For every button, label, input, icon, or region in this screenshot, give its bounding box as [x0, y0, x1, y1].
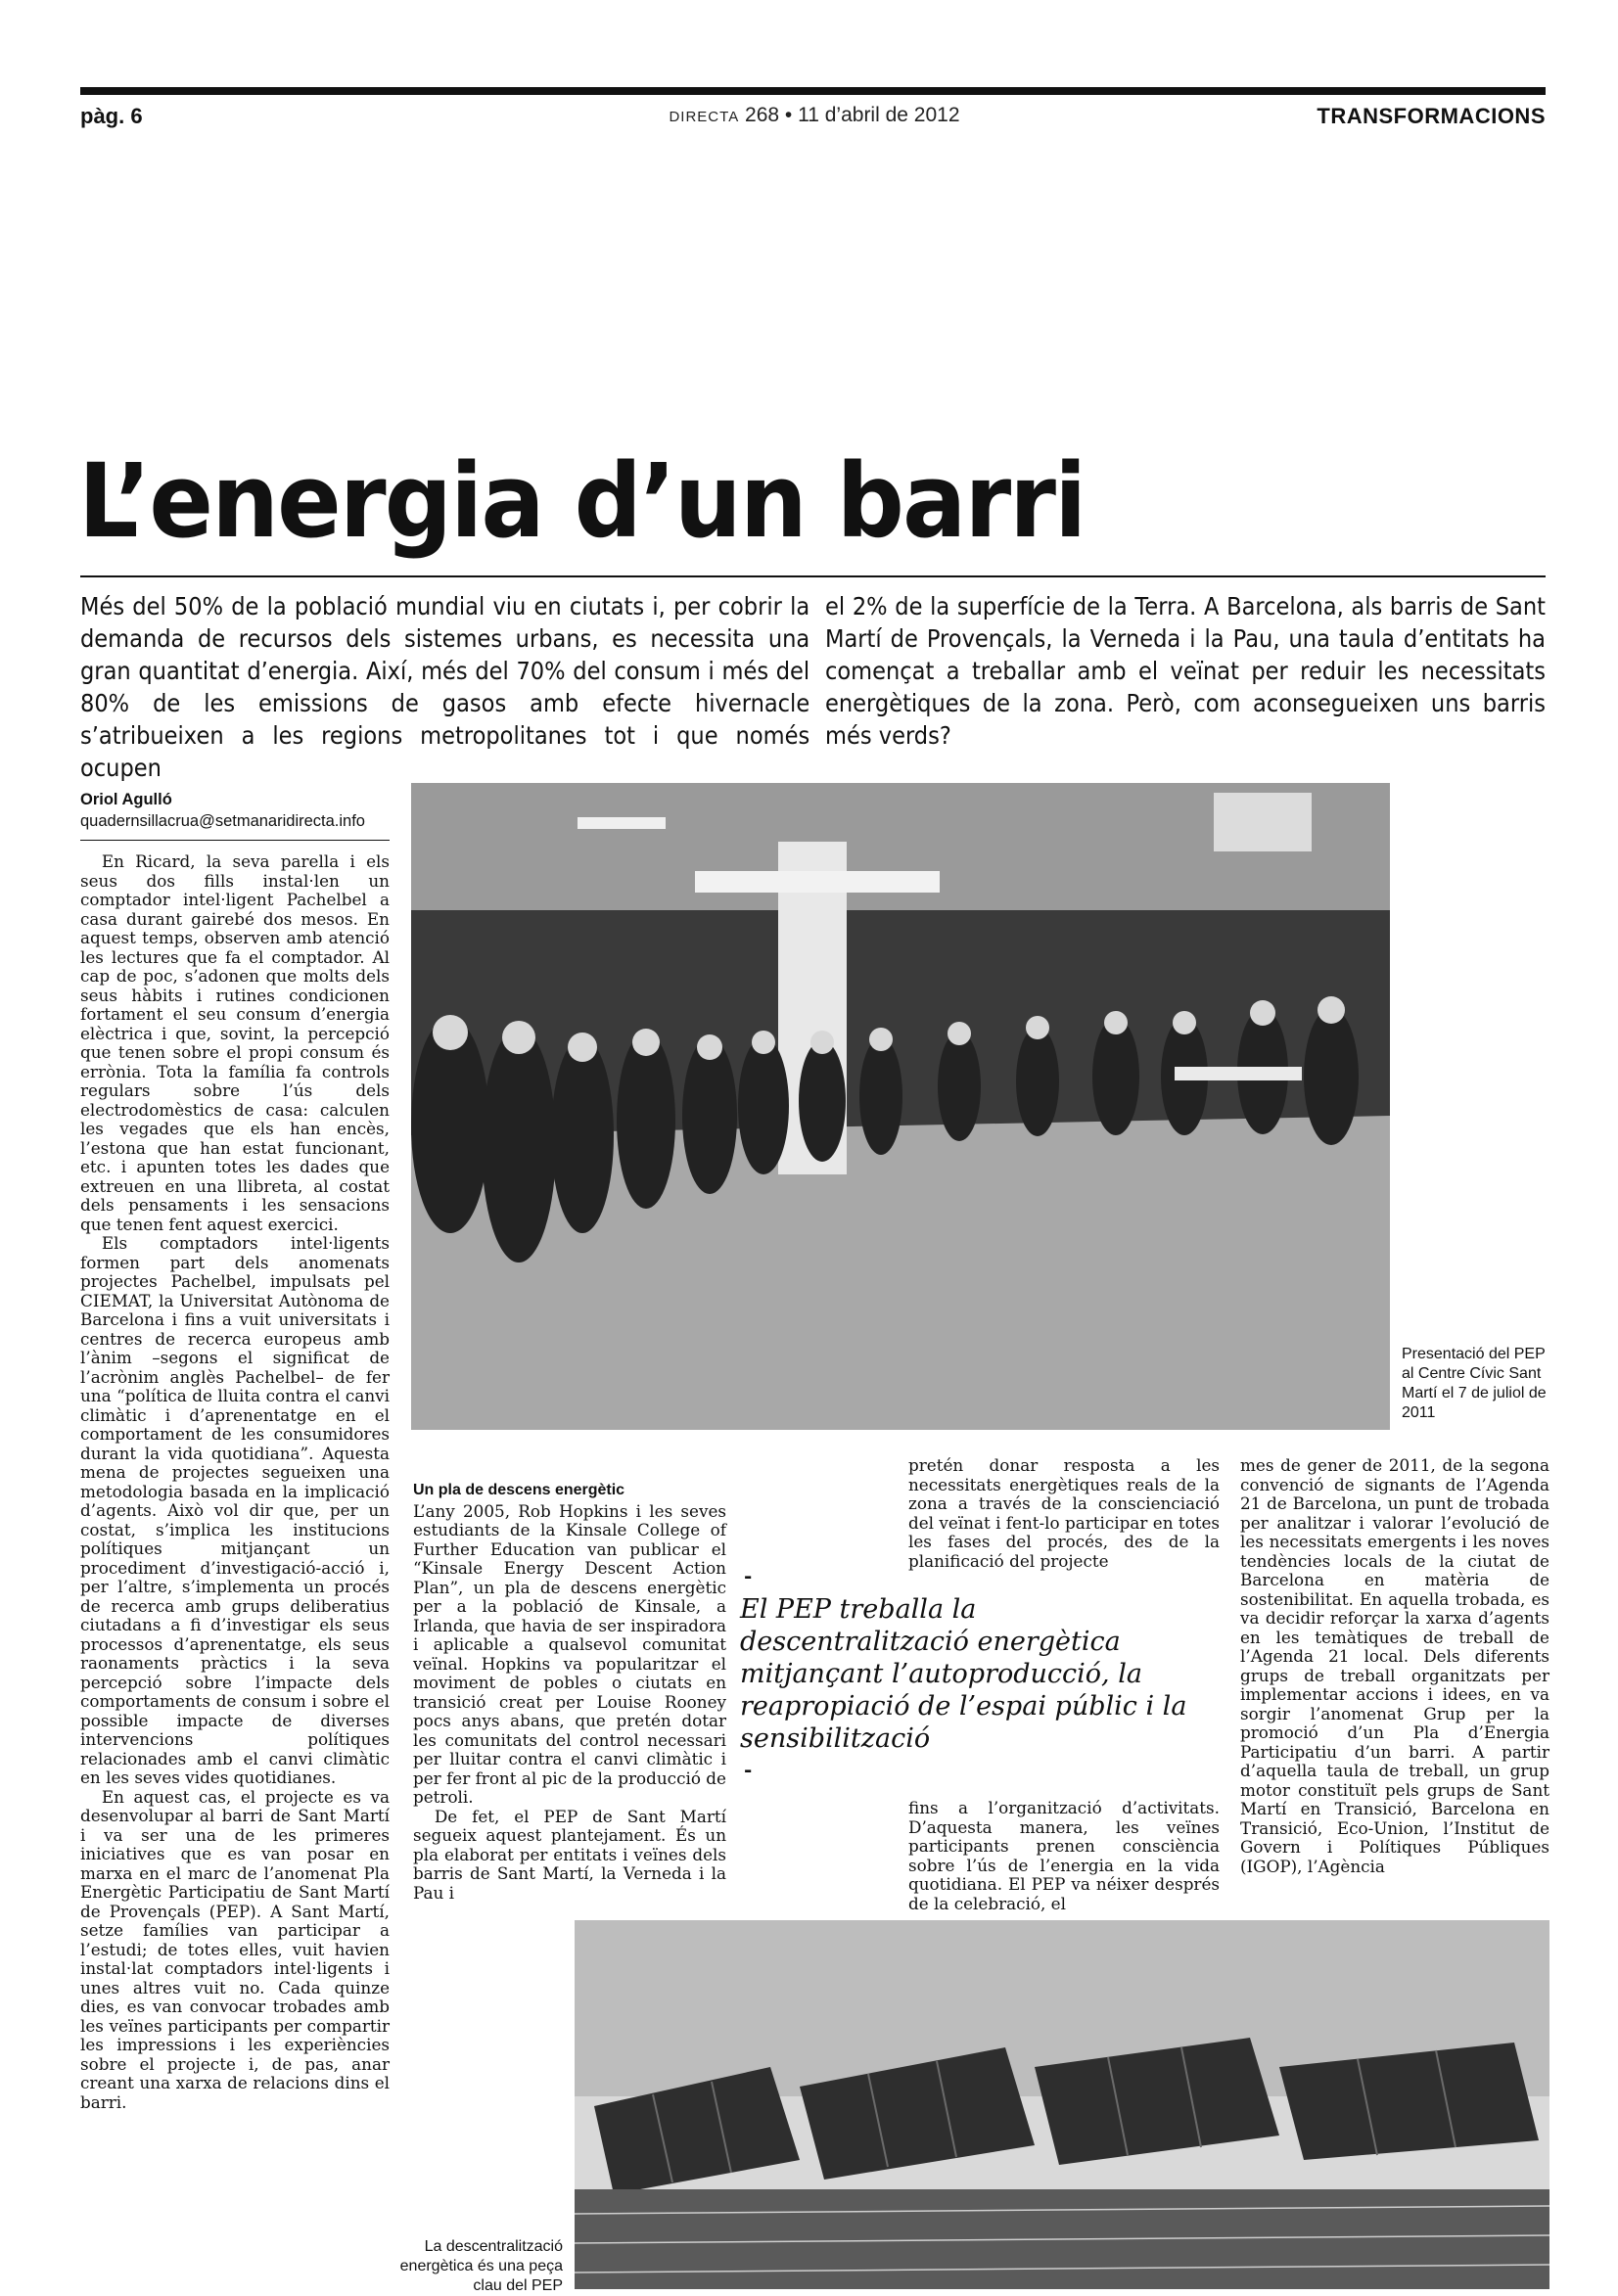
subheading: Un pla de descens energètic — [413, 1482, 625, 1498]
photo-meeting — [411, 783, 1390, 1430]
photo-caption-solar: La descentralització energètica és una peça clau del PEP — [399, 2238, 563, 2294]
body-column-2 — [413, 1481, 726, 1903]
body-paragraph: Els comptadors intel·ligents formen part dels anomenats projectes Pachelbel, impulsats pel CIEMAT, la Universitat Autònoma de Barcelona i fins a vuit universitats i centres de recerca europeus amb l’ànim –segons el significat de l’acrònim anglès Pachelbel– de fer una “política de lluita contra el canvi climàtic i d’aprenentatge en el comportament de les consumidores durant la vida quotidiana”. Aquesta mena de projectes segueixen una metodologia basada en la implicació d’agents. Això vol dir que, per un costat, s’implica les institucions polítiques mitjançant un procediment d’investigació-acció i, per l’altre, s’implementa un procés de recerca amb grups deliberatius ciutadans a fi d’investigar els seus processos d’aprenentatge, els seus raonaments pràctics i la seva percepció sobre l’impacte dels comportaments de consum i sobre el possible impacte de diverses intervencions polítiques relacionades amb el canvi climàtic en les seves vides quotidianes. — [80, 1233, 390, 1787]
article-title: L’energia d’un barri — [78, 441, 1086, 561]
section-name: TRANSFORMACIONS — [1317, 104, 1546, 128]
lead-paragraph-left: Més del 50% de la població mundial viu en ciutats i, per cobrir la demanda de recursos dels sistemes urbans, es necessita una gran quantitat d’energia. Així, més del 70% del consum i més del 80% de les emissions de gasos amb efecte hivernacle s’atribueixen a les regions metropolitanes tot i que només ocupen — [80, 592, 810, 782]
meeting-photo-illustration — [411, 783, 1390, 1430]
issue-date: 268 • 11 d’abril de 2012 — [745, 104, 960, 126]
pull-quote: El PEP treballa la descentralització energètica mitjançant l’autoproducció, la reapropiació de l’espai públic i la sensibilització — [740, 1594, 1187, 1754]
body-column-3-bottom: fins a l’organització d’activitats. D’aquesta manera, les veïnes participants prenen consciència sobre l’ús de l’energia en la vida quotidiana. El PEP va néixer després de la celebració, el — [908, 1798, 1220, 1913]
issue-info — [668, 104, 961, 127]
body-paragraph: En Ricard, la seva parella i els seus dos fills instal·len un comptador intel·ligent Pachelbel a casa durant gairebé dos mesos. En aquest temps, observen amb atenció les lectures que fa el comptador. Al cap de poc, s’adonen que molts dels seus hàbits i rutines condicionen fortament el seu consum d’energia elèctrica i que, sovint, la percepció que tenen sobre el propi consum és errònia. Tota la família fa controls regulars sobre l’ús dels electrodomèstics de casa: calculen les vegades que els han encès, l’estona que han estat funcionant, etc. i apunten totes les dades que extreuen en una llibreta, al costat dels pensaments i les sensacions que tenen fent aquest exercici. — [80, 851, 390, 1234]
lead-paragraph-right: el 2% de la superfície de la Terra. A Barcelona, als barris de Sant Martí de Provençals, la Verneda i la Pau, una taula d’entitats ha començat a treballar amb el veïnat per reduir les necessitats energètiques de la zona. Però, com aconsegueixen uns barris més verds? — [825, 592, 1546, 750]
pullquote-dash-top: - — [744, 1564, 753, 1587]
body-paragraph: En aquest cas, el projecte es va desenvolupar al barri de Sant Martí i va ser una de les primeres iniciatives que es van posar en marxa en el marc de l’anomenat Pla Energètic Participatiu de Sant Martí de Provençals (PEP). A Sant Martí, setze famílies van participar a l’estudi; de totes elles, vuit havien instal·lat comptadors intel·ligents i unes altres vuit no. Cada quinze dies, es van convocar trobades amb les veïnes participants per compartir les impressions i les experiències sobre el projecte i, de pas, anar creant una xarxa de relacions dins el barri. — [80, 1786, 390, 2112]
byline — [80, 789, 393, 832]
body-paragraph: L’any 2005, Rob Hopkins i les seves estudiants de la Kinsale College of Further Education van publicar el “Kinsale Energy Descent Action Plan”, un pla de descens energètic per a la població de Kinsale, a Irlanda, que havia de ser inspiradora i aplicable a qualsevol comunitat veïnal. Hopkins va popularitzar el moviment de pobles o ciutats en transició creat per Louise Rooney pocs anys abans, que pretén dotar les comunitats del control necessari per lluitar contra el canvi climàtic i per fer front al pic de la producció de petroli. — [413, 1500, 726, 1807]
byline-rule — [80, 840, 390, 841]
title-rule — [80, 575, 1546, 577]
pullquote-dash-bottom: - — [744, 1758, 753, 1781]
page-number: pàg. 6 — [80, 104, 143, 128]
photo-caption-meeting: Presentació del PEP al Centre Cívic Sant Martí el 7 de juliol de 2011 — [1402, 1346, 1547, 1421]
author-email: quadernsillacrua@setmanaridirecta.info — [80, 812, 365, 830]
publication-name: DIRECTA — [669, 109, 740, 125]
body-column-3-top: pretén donar resposta a les necessitats energètiques reals de la zona a través de la conscienciació del veïnat i fent-lo participar en totes les fases del procés, des de la planificació del projecte — [908, 1455, 1220, 1571]
photo-solar-panels — [575, 1920, 1549, 2289]
body-paragraph: De fet, el PEP de Sant Martí segueix aquest plantejament. És un pla elaborat per entitats i veïnes dels barris de Sant Martí, la Verneda i la Pau i — [413, 1806, 726, 1903]
solar-panels-illustration — [575, 1920, 1549, 2289]
author-name: Oriol Agulló — [80, 791, 172, 808]
body-column-1 — [80, 851, 390, 2112]
top-rule — [80, 87, 1546, 95]
body-column-4: mes de gener de 2011, de la segona convenció de signants de l’Agenda 21 de Barcelona, un punt de trobada per analitzar i valorar l’evolució de les necessitats emergents i les noves tendències locals de la ciutat de Barcelona en matèria de sostenibilitat. En aquella trobada, es va decidir reforçar la xarxa d’agents en les temàtiques de treball de l’Agenda 21 local. Dels diferents grups de treball organitzats per implementar accions i idees, en va sorgir l’anomenat Grup per la promoció d’un Pla d’Energia Participatiu d’un barri. A partir d’aquella taula de treball, un grup motor constituït pels grups de Sant Martí en Transició, Barcelona en Transició, Eco-Union, l’Institut de Govern i Polítiques Públiques (IGOP), l’Agència — [1240, 1455, 1549, 1876]
